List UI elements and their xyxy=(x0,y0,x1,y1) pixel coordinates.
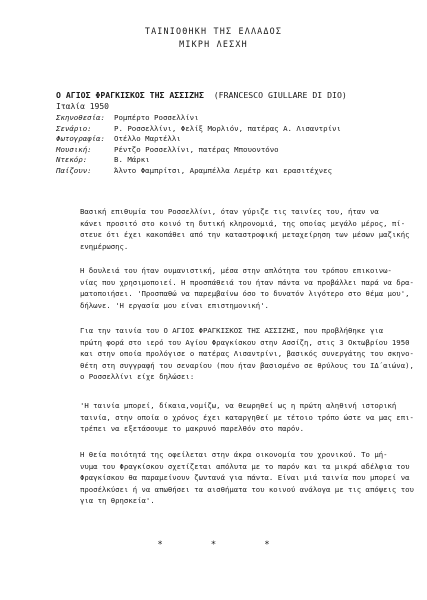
text-line: Βασική επιθυμία του Ροσσελλίνι, όταν γύριζε τις ταινίες του, ήταν να xyxy=(80,207,379,216)
paragraph-5 xyxy=(80,449,414,507)
credit-label-cast: Παίζουν: xyxy=(56,165,92,175)
credit-label-screenplay: Σενάριο: xyxy=(56,123,92,133)
archive-heading: ΤΑΙΝΙΟΘΗΚΗ ΤΗΣ ΕΛΛΑΔΟΣ xyxy=(144,26,283,36)
text-line: ενημέρωσης. xyxy=(80,241,129,251)
text-line: 'Η ταινία μπορεί, δίκαια,νομίζω, να θεωρηθεί ως η πρώτη αληθινή ιστορική xyxy=(80,401,397,410)
text-line: ματοποιήσει. 'Προσπαθώ να παρεμβαίνω όσο το δυνατόν λιγότερο στο θέμα μου', xyxy=(80,289,410,299)
credit-value-cast: Άλντο Φαμπρίτσι, Αραμπέλλα Λεμέτρ και ερασιτέχνες xyxy=(114,165,333,175)
credit-value-director: Ρομπέρτο Ροσσελλίνι xyxy=(114,113,199,122)
credit-value-photography: Οτέλλο Μαρτέλλι xyxy=(114,134,181,144)
film-title: Ο ΑΓΙΟΣ ΦΡΑΓΚΙΣΚΟΣ ΤΗΣ ΑΣΣΙΖΗΣ xyxy=(56,90,204,100)
text-line: για τη θρησκεία'. xyxy=(80,496,155,506)
club-heading: ΜΙΚΡΗ ΛΕΣΧΗ xyxy=(179,39,248,49)
credit-label-director: Σκηνοθεσία: xyxy=(56,113,105,122)
credit-row xyxy=(56,124,341,135)
text-line: ταινία, στην οποία ο χρόνος έχει καταργηθεί με τέτοιο τρόπο ώστε να μας επι- xyxy=(80,412,414,422)
credit-label-decor: Ντεκόρ: xyxy=(56,155,88,165)
text-line: Φραγκίσκου θα παραμείνουν ζωντανά για πάντα. Είναι μιά ταινία που μπορεί να xyxy=(80,473,410,483)
credit-row xyxy=(56,155,341,166)
text-line: στευε ότι έχει κακοπάθει από την καταστροφική μεταχείρηση των μέσων μαζικής xyxy=(80,230,410,240)
credit-row xyxy=(56,166,341,177)
credit-value-screenplay: Ρ. Ροσσελλίνι, Φελίξ Μορλιόν, πατέρας Α. Λισαντρίνι xyxy=(114,123,341,133)
text-line: Η θεία ποιότητά της οφείλεται στην άκρα οικονομία του χρονικού. Το μή- xyxy=(80,450,388,459)
text-line: κάνει προσιτό στο κοινό τη δυτική κληρονομιά, της οποίας μεγάλο μέρος, πί- xyxy=(80,218,406,228)
paragraph-3 xyxy=(80,325,414,383)
credit-row xyxy=(56,113,341,124)
text-line: νυμα του Φραγκίσκου σχετίζεται απόλυτα με το παρόν και τα μικρά αδέλφια του xyxy=(80,461,410,471)
credits-block xyxy=(56,113,341,177)
credit-value-music: Ρέντζο Ροσσελλίνι, πατέρας Μπουοντόνο xyxy=(114,144,279,154)
text-line: Για την ταινία του Ο ΑΓΙΟΣ ΦΡΑΓΚΙΣΚΟΣ ΤΗΣ ΑΣΣΙΖΗΣ, που προβλήθηκε για xyxy=(80,326,384,335)
country-year: Ιταλία 1950 xyxy=(56,102,109,111)
text-line: ο Ροσσελλίνι είχε δηλώσει: xyxy=(80,372,195,382)
credit-value-decor: Β. Μάρκι xyxy=(114,155,150,165)
text-line: πρώτη φορά στο ιερό του Αγίου Φραγκίσκου στην Ασσίζη, στις 3 Οκτωβρίου 1950 xyxy=(80,337,410,347)
text-line: τρέπει να εξετάσουμε το μακρυνό παρελθόν στο παρόν. xyxy=(80,424,305,434)
film-original-title: (FRANCESCO GIULLARE DI DIO) xyxy=(213,90,347,100)
text-line: δήλωνε. 'Η εργασία μου είναι επιστημονική'. xyxy=(80,300,269,310)
credit-row xyxy=(56,145,341,156)
asterisk-mark: * xyxy=(210,540,217,550)
paragraph-4 xyxy=(80,400,414,435)
credit-label-music: Μουσική: xyxy=(56,144,92,154)
paragraph-2 xyxy=(80,265,414,311)
text-line: θέτη στη συγγραφή του σεναρίου (που ήταν βασισμένο σε θρύλους του ΙΔ΄αιώνα), xyxy=(80,360,414,370)
credit-label-photography: Φωτογραφία: xyxy=(56,134,105,144)
paragraph-1 xyxy=(80,206,410,252)
credit-row xyxy=(56,134,341,145)
film-title-line xyxy=(56,90,347,100)
text-line: και στην οποία προλόγισε ο πατέρας Λισαντρίνι, βασικός συνεργάτης του σκηνο- xyxy=(80,349,414,359)
footer-separator xyxy=(0,540,427,550)
asterisk-mark: * xyxy=(157,540,163,550)
text-line: προσέλκύσει ή να απωθήσει τα αισθήματα του κοινού ανάλογα με τις απόψεις του xyxy=(80,484,414,494)
text-line: νίας που χρησιμοποιεί. Η προσπάθειά του ήταν πάντα να προβάλλει παρά να δρα- xyxy=(80,277,414,287)
asterisk-mark: * xyxy=(264,540,270,550)
text-line: Η δουλειά του ήταν ουμανιστική, μέσα στην απλότητα του τρόπου επικοινω- xyxy=(80,266,392,275)
